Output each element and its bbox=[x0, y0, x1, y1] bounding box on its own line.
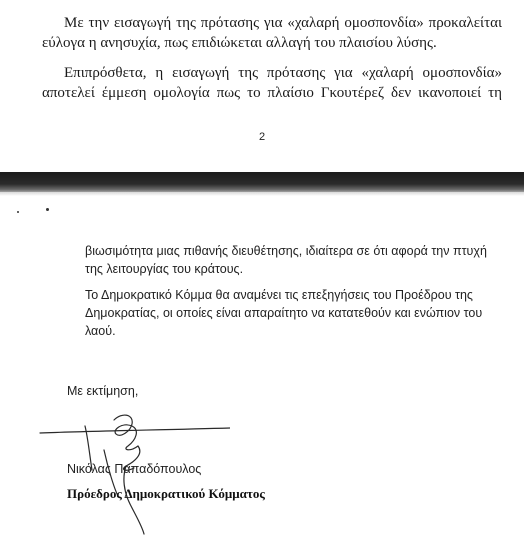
text-line: εύλογα η ανησυχία, πως επιδιώκεται αλλαγή του πλαισίου λύσης. bbox=[42, 35, 437, 51]
page-break-edge bbox=[0, 192, 524, 196]
text-line: Το Δημοκρατικό Κόμμα θα αναμένει τις επεξηγήσεις του Προέδρου της bbox=[85, 288, 473, 302]
text-line: Με την εισαγωγή της πρότασης για «χαλαρή ομοσπονδία» προκαλείται bbox=[64, 15, 502, 31]
text-line: βιωσιμότητα μιας πιθανής διευθέτησης, ιδιαίτερα σε ότι αφορά την πτυχή bbox=[85, 244, 487, 258]
closing-salutation: Με εκτίμηση, bbox=[67, 384, 139, 398]
lower-paragraph-1 bbox=[85, 242, 500, 278]
upper-paragraph-2 bbox=[42, 63, 502, 103]
lower-paragraph-2 bbox=[85, 286, 500, 340]
scan-speck bbox=[46, 208, 49, 211]
text-line: της λειτουργίας του κράτους. bbox=[85, 262, 244, 276]
text-line: λαού. bbox=[85, 324, 116, 338]
text-line: αποτελεί έμμεση ομολογία πως το πλαίσιο Γκουτέρεζ δεν ικανοποιεί τη bbox=[42, 85, 502, 101]
upper-page bbox=[0, 0, 524, 172]
signer-title: Πρόεδρος Δημοκρατικού Κόμματος bbox=[67, 486, 265, 501]
page-number: 2 bbox=[258, 131, 266, 143]
page-break-shadow bbox=[0, 172, 524, 194]
upper-paragraph-1 bbox=[42, 13, 502, 53]
scan-speck bbox=[17, 211, 19, 213]
text-line: Δημοκρατίας, οι οποίες είναι απαραίτητο να κατατεθούν και ενώπιον του bbox=[85, 306, 483, 320]
text-line: Επιπρόσθετα, η εισαγωγή της πρότασης για «χαλαρή ομοσπονδία» bbox=[64, 65, 502, 81]
signer-name: Νικόλας Παπαδόπουλος bbox=[67, 462, 202, 476]
